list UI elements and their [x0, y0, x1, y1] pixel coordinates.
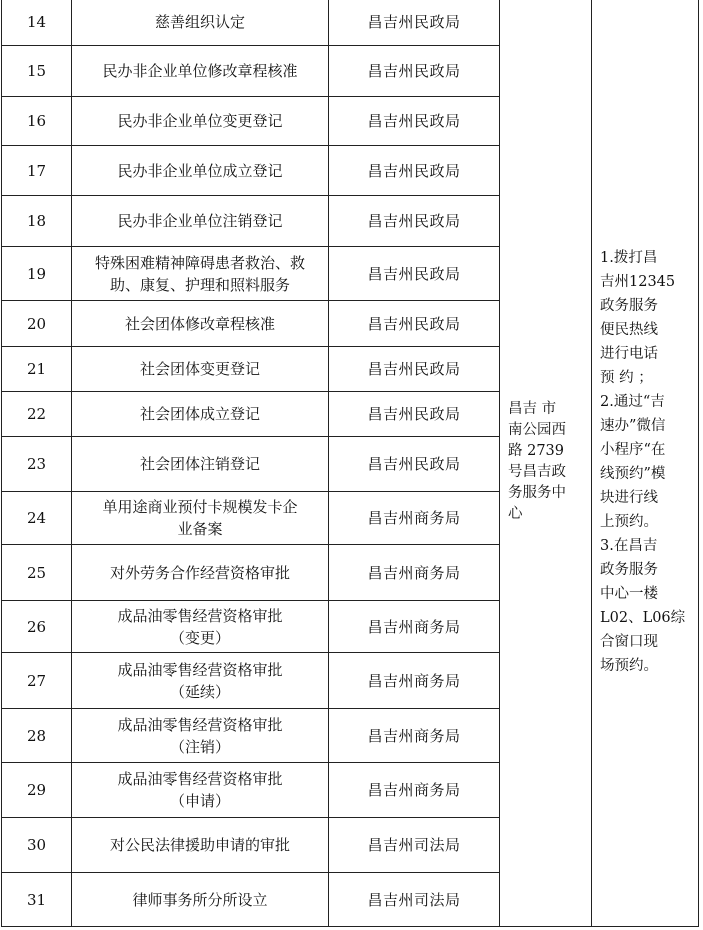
item-name-line: 对外劳务合作经营资格审批 [109, 563, 290, 582]
item-name-line: 成品油零售经营资格审批 [117, 660, 283, 679]
item-name-line: 单用途商业预付卡规模发卡企 [102, 498, 298, 516]
department: 昌吉州商务局 [329, 709, 500, 763]
department: 昌吉州民政局 [329, 437, 500, 492]
row-number: 28 [2, 709, 72, 763]
item-name-line: 民办非企业单位变更登记 [117, 112, 283, 130]
appointment-line: 场预约。 [600, 658, 658, 674]
department: 昌吉州商务局 [329, 763, 500, 818]
row-number: 15 [2, 46, 72, 97]
row-number: 16 [2, 97, 72, 146]
location-line: 路 2739 [508, 443, 565, 459]
department: 昌吉州民政局 [329, 196, 500, 247]
location-line: 南公园西 [508, 422, 566, 438]
service-location [500, 0, 592, 927]
appointment-line: 吉州12345 [600, 274, 676, 290]
item-name-line: 成品油零售经营资格审批 [117, 606, 283, 625]
department: 昌吉州商务局 [329, 653, 500, 709]
item-name [72, 247, 329, 301]
item-name [72, 196, 329, 247]
appointment-line: 政务服务 [600, 562, 658, 578]
appointment-line: 上预约。 [600, 514, 658, 530]
item-name-line: 社会团体注销登记 [139, 455, 260, 473]
item-name [72, 818, 329, 873]
appointment-line: 块进行线 [600, 490, 658, 506]
row-number: 14 [2, 0, 72, 46]
item-name-line: 慈善组织认定 [154, 12, 245, 31]
item-name-line: 助、康复、护理和照料服务 [109, 275, 290, 294]
appointment-line: 进行电话 [600, 346, 658, 362]
row-number: 30 [2, 818, 72, 873]
location-line: 心 [508, 506, 523, 522]
appointment-line: 2.通过“吉 [600, 394, 665, 410]
row-number: 23 [2, 437, 72, 492]
item-name-line: 律师事务所分所设立 [132, 890, 268, 909]
appointment-line: 政务服务 [600, 298, 658, 314]
item-name [72, 653, 329, 709]
row-number: 25 [2, 545, 72, 601]
item-name [72, 392, 329, 437]
item-name-line: 社会团体修改章程核准 [124, 314, 275, 333]
row-number: 17 [2, 146, 72, 196]
department: 昌吉州商务局 [329, 545, 500, 601]
department: 昌吉州民政局 [329, 347, 500, 392]
item-name-line: 社会团体成立登记 [139, 405, 260, 423]
item-name-line: 成品油零售经营资格审批 [117, 770, 283, 788]
item-name-line: （延续） [169, 682, 230, 701]
item-name-line: 民办非企业单位注销登记 [117, 212, 283, 230]
department: 昌吉州民政局 [329, 0, 500, 46]
department: 昌吉州民政局 [329, 146, 500, 196]
row-number: 20 [2, 301, 72, 347]
department: 昌吉州民政局 [329, 247, 500, 301]
item-name-line: 成品油零售经营资格审批 [117, 715, 283, 734]
item-name [72, 301, 329, 347]
appointment-line: 线预约”模 [600, 466, 666, 482]
item-name [72, 709, 329, 763]
appointment-line: 便民热线 [600, 322, 658, 338]
item-name [72, 46, 329, 97]
appointment-line: 合窗口现 [600, 634, 658, 650]
row-number: 27 [2, 653, 72, 709]
department: 昌吉州民政局 [329, 392, 500, 437]
item-name-line: （注销） [169, 737, 230, 756]
department: 昌吉州司法局 [329, 873, 500, 927]
item-name [72, 492, 329, 545]
appointment-line: L02、L06综 [600, 610, 686, 626]
service-table [1, 0, 699, 927]
item-name-line: 特殊困难精神障碍患者救治、救 [94, 253, 305, 272]
item-name [72, 545, 329, 601]
location-line: 号昌吉政 [508, 464, 566, 480]
row-number: 22 [2, 392, 72, 437]
row-number: 21 [2, 347, 72, 392]
appointment-line: 1.拨打昌 [600, 250, 658, 266]
item-name-line: 民办非企业单位成立登记 [117, 161, 283, 180]
location-line: 务服务中 [508, 485, 566, 501]
appointment-line: 小程序“在 [600, 442, 666, 458]
row-number: 24 [2, 492, 72, 545]
item-name-line: 民办非企业单位修改章程核准 [102, 62, 298, 80]
department: 昌吉州民政局 [329, 46, 500, 97]
item-name-line: 业备案 [177, 520, 223, 538]
row-number: 31 [2, 873, 72, 927]
appointment-methods [592, 0, 699, 927]
item-name-line: （申请） [169, 792, 230, 810]
appointment-line: 预 约 ； [600, 370, 653, 386]
item-name [72, 347, 329, 392]
department: 昌吉州商务局 [329, 492, 500, 545]
row-number: 18 [2, 196, 72, 247]
item-name-line: 对公民法律援助申请的审批 [109, 836, 290, 854]
department: 昌吉州商务局 [329, 601, 500, 653]
department: 昌吉州司法局 [329, 818, 500, 873]
appointment-line: 3.在昌吉 [600, 538, 658, 554]
row-number: 19 [2, 247, 72, 301]
location-line: 昌吉 市 [508, 401, 557, 417]
row-number: 29 [2, 763, 72, 818]
table-row [2, 0, 699, 46]
row-number: 26 [2, 601, 72, 653]
item-name [72, 97, 329, 146]
item-name-line: （变更） [169, 628, 230, 647]
item-name [72, 873, 329, 927]
item-name [72, 437, 329, 492]
item-name [72, 0, 329, 46]
appointment-line: 中心一楼 [600, 586, 658, 602]
item-name-line: 社会团体变更登记 [139, 360, 260, 378]
appointment-line: 速办”微信 [600, 418, 666, 434]
item-name [72, 601, 329, 653]
item-name [72, 763, 329, 818]
item-name [72, 146, 329, 196]
department: 昌吉州民政局 [329, 97, 500, 146]
department: 昌吉州民政局 [329, 301, 500, 347]
